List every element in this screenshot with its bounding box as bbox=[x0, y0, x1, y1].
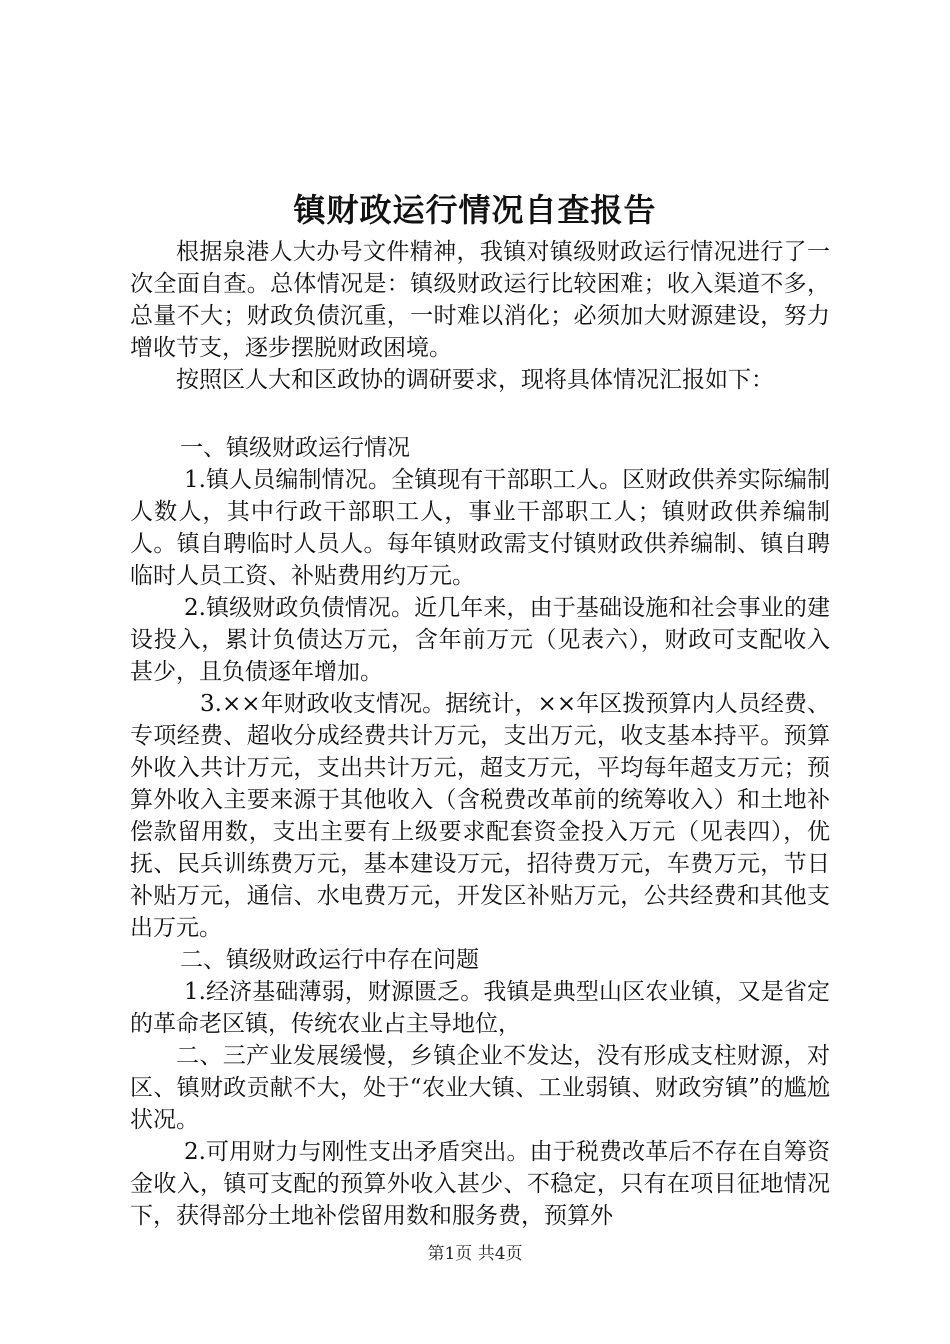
page-number-footer: 第1页 共4页 bbox=[427, 1244, 523, 1264]
paragraph-weak-economy: 1.经济基础薄弱，财源匮乏。我镇是典型山区农业镇，又是省定的革命老区镇，传统农业占主导地位， bbox=[130, 979, 830, 1037]
paragraph-debt: 2.镇级财政负债情况。近几年来，由于基础设施和社会事业的建设投入，累计负债达万元，含年前万元（见表六），财政可支配收入甚少，且负债逐年增加。 bbox=[130, 595, 830, 685]
document-title: 镇财政运行情况自查报告 bbox=[293, 191, 657, 229]
paragraph-staffing: 1.镇人员编制情况。全镇现有干部职工人。区财政供养实际编制人数人，其中行政干部职工人，事业干部职工人；镇财政供养编制人。镇自聘临时人员人。每年镇财政需支付镇财政供养编制、镇自聘临时人员工资、补贴费用约万元。 bbox=[130, 467, 830, 589]
document-body bbox=[130, 236, 830, 1232]
paragraph-gap bbox=[130, 396, 830, 432]
paragraph-fiscal-conflict: 2.可用财力与刚性支出矛盾突出。由于税费改革后不存在自筹资金收入，镇可支配的预算外收入甚少、不稳定，只有在项目征地情况下，获得部分土地补偿留用数和服务费，预算外 bbox=[130, 1139, 830, 1229]
section-heading-2: 二、镇级财政运行中存在问题 bbox=[180, 947, 479, 973]
paragraph-industry: 二、三产业发展缓慢，乡镇企业不发达，没有形成支柱财源，对区、镇财政贡献不大，处于“农业大镇、工业弱镇、财政穷镇”的尴尬状况。 bbox=[130, 1043, 830, 1133]
paragraph-revenue-expenditure: 3.××年财政收支情况。据统计，××年区拨预算内人员经费、专项经费、超收分成经费共计万元，支出万元，收支基本持平。预算外收入共计万元，支出共计万元，超支万元，平均每年超支万元；预算外收入主要来源于其他收入（含税费改革前的统筹收入）和土地补偿款留用数，支出主要有上级要求配套资金投入万元（见表四），优抚、民兵训练费万元，基本建设万元，招待费万元，车费万元，节日补贴万元，通信、水电费万元，开发区补贴万元，公共经费和其他支出万元。 bbox=[130, 691, 830, 941]
paragraph-report-purpose: 按照区人大和区政协的调研要求，现将具体情况汇报如下： bbox=[176, 367, 774, 393]
paragraph-intro: 根据泉港人大办号文件精神，我镇对镇级财政运行情况进行了一次全面自查。总体情况是：镇级财政运行比较困难；收入渠道不多，总量不大；财政负债沉重，一时难以消化；必须加大财源建设，努力增收节支，逐步摆脱财政困境。 bbox=[130, 239, 830, 361]
section-heading-1: 一、镇级财政运行情况 bbox=[180, 435, 410, 461]
